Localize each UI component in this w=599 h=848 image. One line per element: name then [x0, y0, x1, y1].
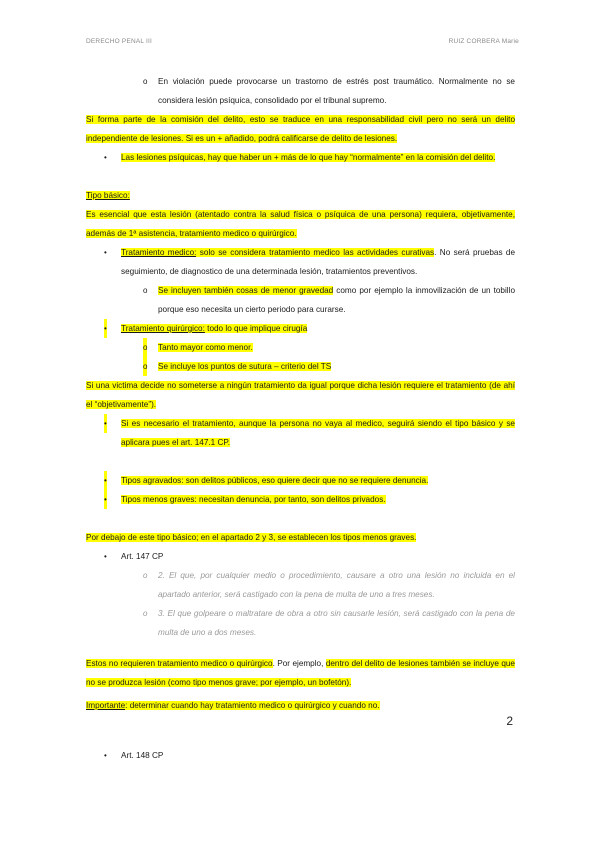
highlighted-text: solo se considera tratamiento medico las actividades curativas	[196, 248, 435, 257]
list-item	[86, 471, 515, 490]
list-item	[86, 414, 515, 452]
bullet-icon: •	[104, 471, 107, 490]
highlighted-text: Es esencial que esta lesión (atentado contra la salud física o psíquica de una persona) requiera, objetivamente, además de 1ª asistencia, tratamiento medico o quirúrgico.	[86, 210, 515, 238]
highlighted-text: todo lo que implique cirugía	[204, 324, 308, 333]
paragraph: En violación puede provocarse un trastorno de estrés post traumático. Normalmente no se considera lesión psíquica, consolidado por el tribunal supremo.	[158, 77, 515, 105]
heading-text: Tipo básico:	[86, 191, 130, 200]
highlighted-text: Si forma parte de la comisión del delito, esto se traduce en una responsabilidad civil pero no será un delito independiente de lesiones. Si es un + añadido, podrá calificarse de delito de lesiones.	[86, 115, 515, 143]
paragraph	[86, 528, 515, 547]
highlighted-text: Si una victima decide no someterse a ningún tratamiento da igual porque dicha lesión requiere el tratamiento (de ahí el “objetivamente”).	[86, 381, 515, 409]
highlighted-text: Tipos menos graves: necesitan denuncia, por tanto, son delitos privados.	[121, 495, 386, 504]
term-label: Importante	[86, 701, 126, 710]
bullet-icon: •	[104, 490, 107, 509]
bullet-icon: •	[104, 319, 107, 338]
list-item	[86, 338, 515, 357]
bullet-icon: •	[104, 248, 107, 257]
list-item	[86, 281, 515, 319]
list-item	[86, 72, 515, 110]
list-item	[86, 566, 515, 604]
paragraph	[158, 357, 515, 376]
circle-bullet-icon: o	[143, 77, 148, 86]
paragraph	[158, 281, 515, 319]
highlighted-text: Estos no requieren tratamiento medico o quirúrgico	[86, 659, 273, 668]
highlighted-text: : determinar cuando hay tratamiento medico o quirúrgico y cuando no.	[125, 701, 380, 710]
circle-bullet-icon: o	[143, 286, 148, 295]
term-label: Tratamiento medico:	[121, 248, 197, 257]
paragraph	[158, 338, 515, 357]
quoted-article-text: 2. El que, por cualquier medio o procedimiento, causare a otro una lesión no incluida en el apartado anterior, será castigado con la pena de multa de uno a tres meses.	[158, 571, 515, 599]
paragraph	[121, 319, 515, 338]
highlighted-text: dentro del delito de lesiones también se incluye que no se produzca lesión (como tipo menos grave; por ejemplo, un bofetón).	[86, 659, 515, 687]
list-item	[86, 746, 515, 765]
highlighted-text: Se incluyen también cosas de menor gravedad	[158, 286, 334, 295]
highlighted-text: Tanto mayor como menor.	[158, 343, 253, 352]
document-body	[86, 72, 515, 765]
term-label: Tratamiento quirúrgico:	[121, 324, 205, 333]
bullet-icon: •	[104, 552, 107, 561]
plain-text: como por ejemplo la inmovilización de un tobillo porque eso necesita un cierto periodo para curarse.	[158, 286, 515, 314]
paragraph	[121, 414, 515, 452]
running-header-left: DERECHO PENAL III	[86, 38, 153, 45]
paragraph	[86, 205, 515, 243]
plain-text: . Por ejemplo,	[272, 659, 326, 668]
circle-bullet-icon: o	[143, 609, 148, 618]
bullet-icon: •	[104, 414, 107, 433]
paragraph	[121, 243, 515, 281]
paragraph	[86, 376, 515, 414]
paragraph	[121, 490, 515, 509]
list-item	[86, 604, 515, 642]
article-reference: Art. 147 CP	[121, 552, 164, 561]
list-item	[86, 357, 515, 376]
list-item	[86, 319, 515, 338]
paragraph	[86, 654, 515, 692]
highlighted-text: Las lesiones psíquicas, hay que haber un + más de lo que hay “normalmente” en la comisión del delito.	[121, 153, 496, 162]
highlighted-text: Se incluye los puntos de sutura – criterio del TS	[158, 362, 332, 371]
list-item	[86, 148, 515, 167]
highlighted-text: Por debajo de este tipo básico; en el apartado 2 y 3, se establecen los tipos menos graves.	[86, 533, 417, 542]
plain-text: . No será pruebas de seguimiento, de diagnostico de una determinada lesión, tratamientos preventivos.	[121, 248, 516, 276]
bullet-icon: •	[104, 751, 107, 760]
list-item	[86, 490, 515, 509]
quoted-article-text: 3. El que golpeare o maltratare de obra a otro sin causarle lesión, será castigado con la pena de multa de uno a dos meses.	[158, 609, 515, 637]
list-item	[86, 547, 515, 566]
article-reference: Art. 148 CP	[121, 751, 164, 760]
circle-bullet-icon: o	[143, 571, 148, 580]
circle-bullet-icon: o	[143, 338, 147, 357]
highlighted-text: Si es necesario el tratamiento, aunque la persona no vaya al medico, seguirá siendo el tipo básico y se aplicara pues el art. 147.1 CP.	[121, 419, 515, 447]
page-number: 2	[506, 714, 513, 728]
paragraph	[121, 148, 515, 167]
bullet-icon: •	[104, 153, 107, 162]
highlighted-text: Tipos agravados: son delitos públicos, eso quiere decir que no se requiere denuncia.	[121, 476, 429, 485]
section-heading	[86, 186, 515, 205]
circle-bullet-icon: o	[143, 357, 147, 376]
running-header-right: RUIZ CORBERA Marie	[448, 38, 519, 45]
paragraph	[86, 696, 515, 715]
paragraph	[121, 471, 515, 490]
paragraph	[86, 110, 515, 148]
list-item	[86, 243, 515, 281]
